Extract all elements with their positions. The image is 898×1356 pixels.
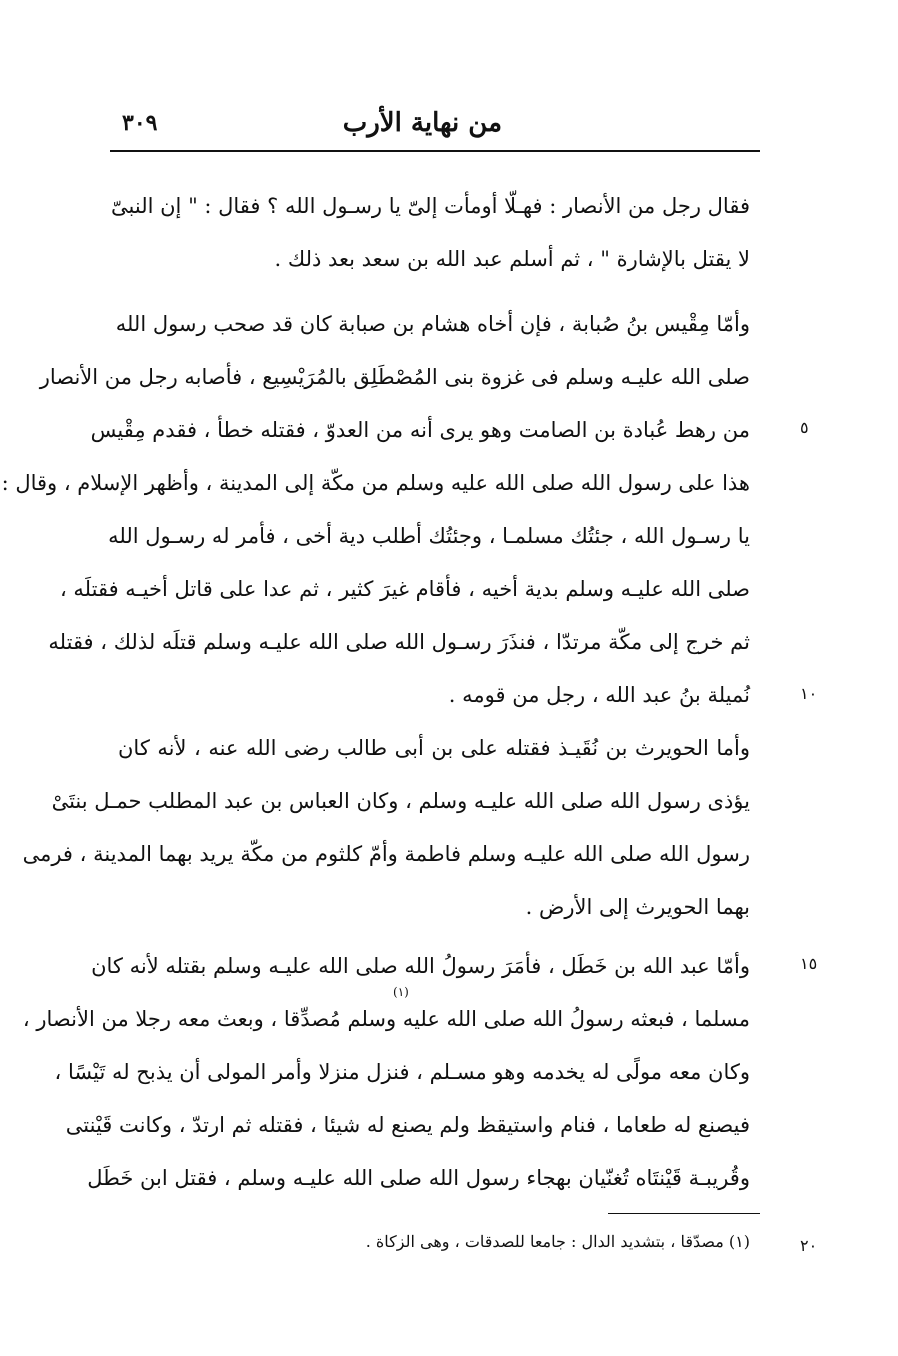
text-line: وأما الحويرث بن نُقَيـذ فقتله على بن أبى طالب رضى الله عنه ، لأنه كان — [118, 736, 750, 760]
paragraph-3 — [22, 722, 750, 934]
paragraph-4 — [22, 940, 750, 1205]
text-line: مسلما ، فبعثه رسولُ الله صلى الله عليه وسلم مُصدِّقا ، وبعث معه رجلا من الأنصار ، — [22, 1007, 750, 1031]
text-line: وأمّا عبد الله بن خَطَل ، فأمَرَ رسولُ الله صلى الله عليـه وسلم بقتله لأنه كان — [91, 954, 750, 978]
margin-line-number: ١٠ — [800, 684, 818, 703]
paragraph-2 — [1, 298, 750, 722]
text-line: فيصنع له طعاما ، فنام واستيقظ ولم يصنع له شيئا ، فقتله ثم ارتدّ ، وكانت قَيْنتى — [65, 1113, 750, 1137]
text-line: يؤذى رسول الله صلى الله عليـه وسلم ، وكان العباس بن عبد المطلب حمـل بنتَىْ — [51, 789, 750, 813]
text-line: صلى الله عليـه وسلم بدية أخيه ، فأقام غيرَ كثير ، ثم عدا على قاتل أخيـه فقتلَه ، — [59, 577, 750, 601]
page-number: ٣٠٩ — [122, 110, 158, 136]
text-line: وكان معه مولًى له يخدمه وهو مسـلم ، فنزل منزلا وأمر المولى أن يذبح له تَيْسًا ، — [54, 1060, 750, 1084]
paragraph-1 — [111, 180, 750, 286]
text-line: وقُريبـة قَيْنتَاه تُغنّيان بهجاء رسول الله صلى الله عليـه وسلم ، فقتل ابن خَطَل — [87, 1166, 750, 1190]
text-line: رسول الله صلى الله عليـه وسلم فاطمة وأمّ كلثوم من مكّة يريد بهما المدينة ، فرمى — [22, 842, 750, 866]
footnote-marker: (١) — [393, 985, 409, 999]
text-line: لا يقتل بالإشارة " ، ثم أسلم عبد الله بن سعد بعد ذلك . — [274, 247, 750, 271]
text-line: فقال رجل من الأنصار : فهـلّا أومأت إلىّ يا رسـول الله ؟ فقال : " إن النبىّ — [111, 194, 750, 218]
footnote-divider — [608, 1213, 760, 1214]
text-line: صلى الله عليـه وسلم فى غزوة بنى المُصْطَلِق بالمُرَيْسِيع ، فأصابه رجل من الأنصار — [39, 365, 750, 389]
margin-line-number: ٢٠ — [800, 1236, 818, 1255]
text-line: من رهط عُبادة بن الصامت وهو يرى أنه من العدوّ ، فقتله خطأ ، فقدم مِقْيس — [90, 418, 750, 442]
running-title: من نهاية الأرب — [342, 108, 502, 138]
text-line: يا رسـول الله ، جئتُك مسلمـا ، وجئتُك أطلب دية أخى ، فأمر له رسـول الله — [108, 524, 750, 548]
text-line: بهما الحويرث إلى الأرض . — [525, 895, 750, 919]
text-line: وأمّا مِقْيس بنُ صُبابة ، فإن أخاه هشام بن صبابة كان قد صحب رسول الله — [115, 312, 750, 336]
text-line: ثم خرج إلى مكّة مرتدّا ، فنذَرَ رسـول الله صلى الله عليـه وسلم قتلَه لذلك ، فقتله — [48, 630, 750, 654]
running-header — [110, 100, 760, 152]
margin-line-number: ١٥ — [800, 954, 818, 973]
text-line: هذا على رسول الله صلى الله عليه وسلم من مكّة إلى المدينة ، وأظهر الإسلام ، وقال : — [1, 471, 750, 495]
text-line: نُميلة بنُ عبد الله ، رجل من قومه . — [448, 683, 750, 707]
margin-line-number: ٥ — [800, 418, 809, 437]
footnote: (١) مصدّقا ، بتشديد الدال : جامعا للصدقات ، وهى الزكاة . — [365, 1232, 750, 1251]
